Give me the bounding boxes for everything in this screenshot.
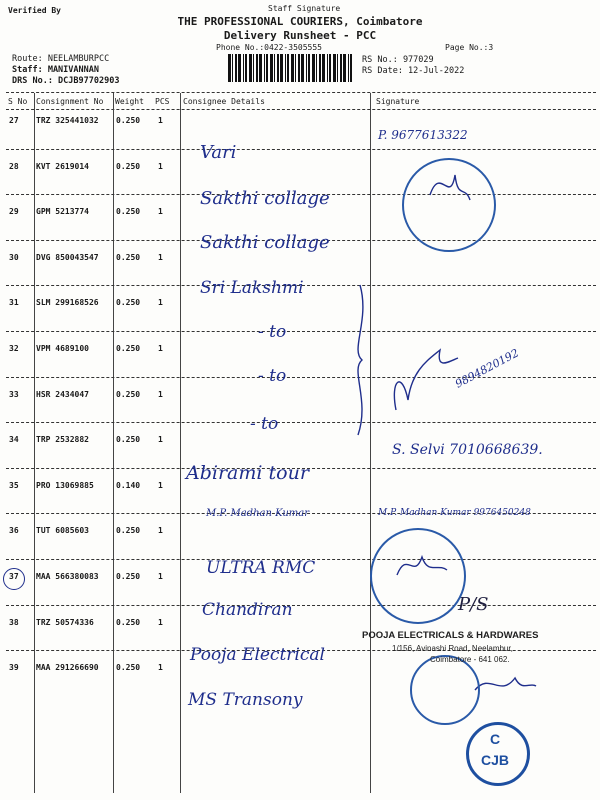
pooja-stamp-address: 1/156, Avinashi Road, Neelambur, <box>392 644 513 653</box>
barcode-bar <box>259 54 262 82</box>
row-pcs: 1 <box>158 663 163 672</box>
row-weight: 0.250 <box>116 298 141 307</box>
row-sno: 34 <box>9 435 19 444</box>
row-weight: 0.250 <box>116 116 141 125</box>
signature-handwriting: 9894820192 <box>453 346 521 391</box>
cjb-stamp-text: CJB <box>480 752 509 768</box>
route-label: Route: NEELAMBURPCC <box>12 54 110 64</box>
cjb-stamp-letter: C <box>489 731 501 747</box>
row-weight: 0.140 <box>116 481 141 490</box>
row-consignment: MAA 291266690 <box>36 663 99 672</box>
barcode-bar <box>337 54 338 82</box>
pooja-stamp-address: Coimbatore - 641 062. <box>430 655 510 664</box>
row-weight: 0.250 <box>116 572 141 581</box>
header-divider-top <box>6 92 596 93</box>
barcode-bar <box>253 54 254 82</box>
row-pcs: 1 <box>158 298 163 307</box>
barcode-bar <box>312 54 315 82</box>
barcode-bar <box>291 54 294 82</box>
col-header-signature: Signature <box>376 97 420 106</box>
row-sno: 37 <box>9 572 19 581</box>
barcode-bar <box>340 54 342 82</box>
header-divider-bottom <box>6 109 596 110</box>
barcode-bar <box>228 54 231 82</box>
barcode-bar <box>266 54 268 82</box>
signature-handwriting: M.P. Madhan Kumar 9976450248 <box>378 508 531 518</box>
column-divider <box>34 93 35 793</box>
drs-number: DRS No.: DCJB97702903 <box>12 76 120 86</box>
signature-scribble <box>470 670 540 700</box>
row-pcs: 1 <box>158 253 163 262</box>
barcode-bar <box>350 54 352 82</box>
consignee-handwriting: Sri Lakshmi <box>200 278 304 298</box>
barcode-bar <box>264 54 265 82</box>
signature-handwriting: P. 9677613322 <box>378 128 468 142</box>
company-title: THE PROFESSIONAL COURIERS, Coimbatore <box>177 15 423 28</box>
col-header-sno: S No <box>8 97 28 106</box>
consignee-handwriting: - to <box>250 414 279 434</box>
row-mark-circle <box>3 568 25 590</box>
verified-by-label: Verified By <box>8 6 61 15</box>
staff-label: Staff: MANIVANNAN <box>12 65 99 75</box>
column-divider <box>113 93 114 793</box>
readymix-stamp <box>370 528 466 624</box>
barcode-bar <box>333 54 336 82</box>
row-consignment: TRZ 50574336 <box>36 618 94 627</box>
row-weight: 0.250 <box>116 435 141 444</box>
consignee-handwriting: ULTRA RMC <box>206 558 316 578</box>
row-divider <box>6 605 596 606</box>
row-weight: 0.250 <box>116 207 141 216</box>
row-consignment: HSR 2434047 <box>36 390 89 399</box>
col-header-consignment: Consignment No <box>36 97 104 106</box>
barcode-bar <box>249 54 252 82</box>
barcode-bar <box>256 54 258 82</box>
barcode-bar <box>316 54 317 82</box>
barcode-bar <box>322 54 325 82</box>
row-pcs: 1 <box>158 618 163 627</box>
institute-stamp <box>402 158 496 252</box>
row-consignment: PRO 13069885 <box>36 481 94 490</box>
column-divider <box>370 93 371 793</box>
consignee-handwriting: Sakthi collage <box>200 188 330 209</box>
barcode-bar <box>298 54 300 82</box>
consignee-handwriting: MS Transony <box>188 690 303 710</box>
barcode-bar <box>348 54 349 82</box>
row-consignment: GPM 5213774 <box>36 207 89 216</box>
page-number: Page No.:3 <box>445 43 494 52</box>
row-sno: 36 <box>9 526 19 535</box>
row-pcs: 1 <box>158 390 163 399</box>
row-sno: 38 <box>9 618 19 627</box>
row-consignment: DVG 850043547 <box>36 253 99 262</box>
row-consignment: TRZ 325441032 <box>36 116 99 125</box>
signature-handwriting: S. Selvi 7010668639. <box>392 442 543 458</box>
bracket-scribble <box>340 280 380 440</box>
barcode-bar <box>327 54 328 82</box>
row-weight: 0.250 <box>116 663 141 672</box>
row-consignment: MAA 566380083 <box>36 572 99 581</box>
row-weight: 0.250 <box>116 390 141 399</box>
row-divider <box>6 331 596 332</box>
barcode-bar <box>245 54 247 82</box>
barcode-bar <box>280 54 283 82</box>
row-consignment: SLM 299168526 <box>36 298 99 307</box>
consignee-handwriting: Pooja Electrical <box>190 645 325 665</box>
row-divider <box>6 422 596 423</box>
consignee-handwriting: M.P. Madhan Kumar <box>206 508 310 519</box>
consignee-handwriting: Abirami tour <box>186 462 309 484</box>
consignee-handwriting: Chandiran <box>202 600 293 620</box>
row-pcs: 1 <box>158 481 163 490</box>
row-divider <box>6 377 596 378</box>
row-divider <box>6 149 596 150</box>
row-sno: 35 <box>9 481 19 490</box>
row-sno: 33 <box>9 390 19 399</box>
row-weight: 0.250 <box>116 253 141 262</box>
electricals-stamp <box>410 655 480 725</box>
barcode-bar <box>232 54 233 82</box>
col-header-consignee: Consignee Details <box>183 97 265 106</box>
staff-signature-label: Staff Signature <box>268 4 341 13</box>
row-sno: 31 <box>9 298 19 307</box>
row-pcs: 1 <box>158 572 163 581</box>
row-pcs: 1 <box>158 162 163 171</box>
barcode-bar <box>235 54 237 82</box>
row-sno: 39 <box>9 663 19 672</box>
row-pcs: 1 <box>158 435 163 444</box>
barcode-bar <box>308 54 310 82</box>
barcode-bar <box>306 54 307 82</box>
barcode-image <box>228 54 352 82</box>
rs-date: RS Date: 12-Jul-2022 <box>362 66 465 76</box>
barcode-bar <box>274 54 275 82</box>
row-consignment: VPM 4689100 <box>36 344 89 353</box>
col-header-pcs: PCS <box>155 97 170 106</box>
signature-scribble <box>388 340 468 420</box>
barcode-bar <box>277 54 279 82</box>
row-weight: 0.250 <box>116 618 141 627</box>
row-consignment: KVT 2619014 <box>36 162 89 171</box>
column-divider <box>180 93 181 793</box>
row-pcs: 1 <box>158 526 163 535</box>
barcode-bar <box>343 54 346 82</box>
consignee-handwriting: Vari <box>200 142 237 163</box>
col-header-weight: Weight <box>115 97 144 106</box>
row-sno: 30 <box>9 253 19 262</box>
barcode-bar <box>287 54 289 82</box>
barcode-bar <box>295 54 296 82</box>
row-sno: 28 <box>9 162 19 171</box>
barcode-bar <box>243 54 244 82</box>
barcode-bar <box>301 54 304 82</box>
runsheet-title: Delivery Runsheet - PCC <box>223 29 377 42</box>
barcode-bar <box>238 54 241 82</box>
row-weight: 0.250 <box>116 162 141 171</box>
rs-number: RS No.: 977029 <box>362 55 434 65</box>
consignee-handwriting: Sakthi collage <box>200 232 330 253</box>
barcode-bar <box>329 54 331 82</box>
row-sno: 29 <box>9 207 19 216</box>
consignee-handwriting: - to <box>258 322 287 342</box>
row-weight: 0.250 <box>116 344 141 353</box>
consignee-handwriting: - to <box>258 366 287 386</box>
row-weight: 0.250 <box>116 526 141 535</box>
row-sno: 27 <box>9 116 19 125</box>
row-pcs: 1 <box>158 116 163 125</box>
barcode-bar <box>270 54 273 82</box>
signature-handwriting: P/S <box>458 594 489 615</box>
barcode-bar <box>285 54 286 82</box>
row-consignment: TRP 2532882 <box>36 435 89 444</box>
row-sno: 32 <box>9 344 19 353</box>
barcode-bar <box>319 54 321 82</box>
pooja-stamp-name: POOJA ELECTRICALS & HARDWARES <box>362 630 539 641</box>
row-pcs: 1 <box>158 207 163 216</box>
row-pcs: 1 <box>158 344 163 353</box>
row-consignment: TUT 6085603 <box>36 526 89 535</box>
phone-number: Phone No.:0422-3505555 <box>216 43 322 52</box>
